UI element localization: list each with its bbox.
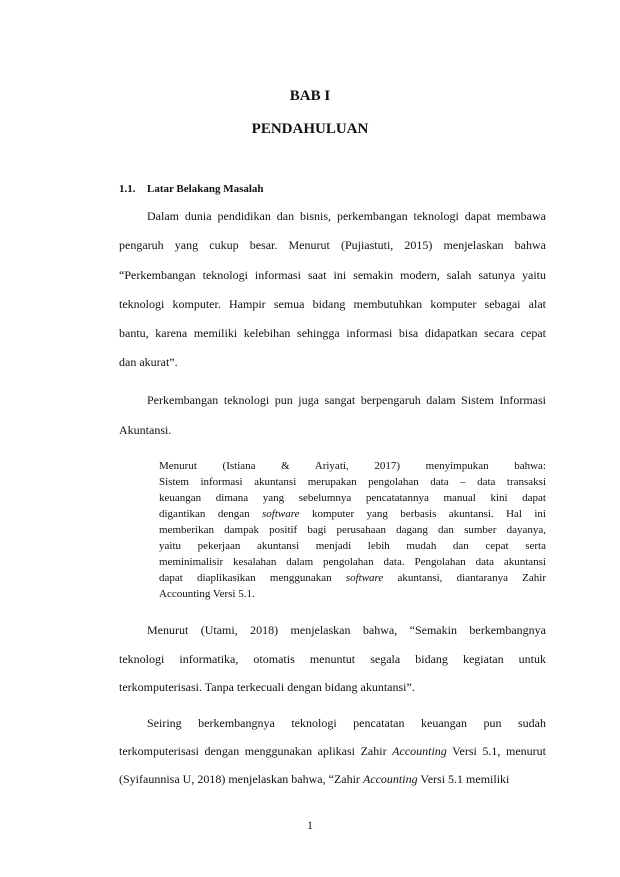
chapter-number: BAB I (289, 88, 331, 104)
italic-term: Accounting (392, 744, 447, 758)
chapter-title: PENDAHULUAN (251, 121, 369, 137)
italic-term: software (345, 572, 384, 584)
quote-line: meminimalisir kesalahan dalam pengolahan data. Pengolahan data akuntansi (159, 556, 546, 568)
paragraph-1-line: teknologi komputer. Hampir semua bidang membutuhkan komputer sebagai alat (119, 297, 546, 311)
quote-line: Accounting Versi 5.1. (159, 588, 255, 600)
paragraph-4-line: Seiring berkembangnya teknologi pencatatan keuangan pun sudah (147, 716, 546, 730)
paragraph-3-line: teknologi informatika, otomatis menuntut segala bidang kegiatan untuk (119, 652, 546, 666)
italic-term: software (262, 508, 300, 520)
quote-line: dapat diaplikasikan menggunakan software akuntansi, diantaranya Zahir (159, 572, 546, 584)
paragraph-2-line: Akuntansi. (119, 423, 172, 437)
section-heading (119, 183, 264, 195)
paragraph-3-line: terkomputerisasi. Tanpa terkecuali dengan bidang akuntansi”. (119, 680, 415, 694)
italic-term: Accounting (362, 772, 418, 786)
paragraph-3-line: Menurut (Utami, 2018) menjelaskan bahwa, “Semakin berkembangnya (147, 623, 546, 637)
section-title: Latar Belakang Masalah (147, 183, 264, 195)
paragraph-4-line: terkomputerisasi dengan menggunakan aplikasi Zahir Accounting Versi 5.1, menurut (119, 744, 546, 758)
quote-line: digantikan dengan software komputer yang berbasis akuntansi. Hal ini (159, 508, 546, 520)
paragraph-1-line: Dalam dunia pendidikan dan bisnis, perkembangan teknologi dapat membawa (147, 209, 546, 223)
paragraph-1-line: “Perkembangan teknologi informasi saat ini semakin modern, salah satunya yaitu (119, 268, 546, 282)
quote-line: keuangan dimana yang sebelumnya pencatatannya manual kini dapat (159, 492, 546, 504)
paragraph-4-line: (Syifaunnisa U, 2018) menjelaskan bahwa, “Zahir Accounting Versi 5.1 memiliki (119, 772, 510, 786)
paragraph-2-line: Perkembangan teknologi pun juga sangat berpengaruh dalam Sistem Informasi (147, 393, 546, 407)
quote-line: Menurut (Istiana & Ariyati, 2017) menyimpukan bahwa: (159, 460, 546, 472)
paragraph-1-line: dan akurat”. (119, 355, 178, 369)
quote-line: Sistem informasi akuntansi merupakan pengolahan data – data transaksi (159, 476, 546, 488)
quote-line: yaitu pekerjaan akuntansi menjadi lebih mudah dan cepat serta (159, 540, 546, 552)
page-number: 1 (307, 818, 313, 832)
section-number: 1.1. (119, 183, 136, 195)
quote-line: memberikan dampak positif bagi perusahaan dagang dan sumber dayanya, (159, 524, 546, 536)
paragraph-1-line: bantu, karena memiliki kelebihan sehingga informasi bisa didapatkan secara cepat (119, 326, 546, 340)
paragraph-1-line: pengaruh yang cukup besar. Menurut (Pujiastuti, 2015) menjelaskan bahwa (119, 238, 546, 252)
